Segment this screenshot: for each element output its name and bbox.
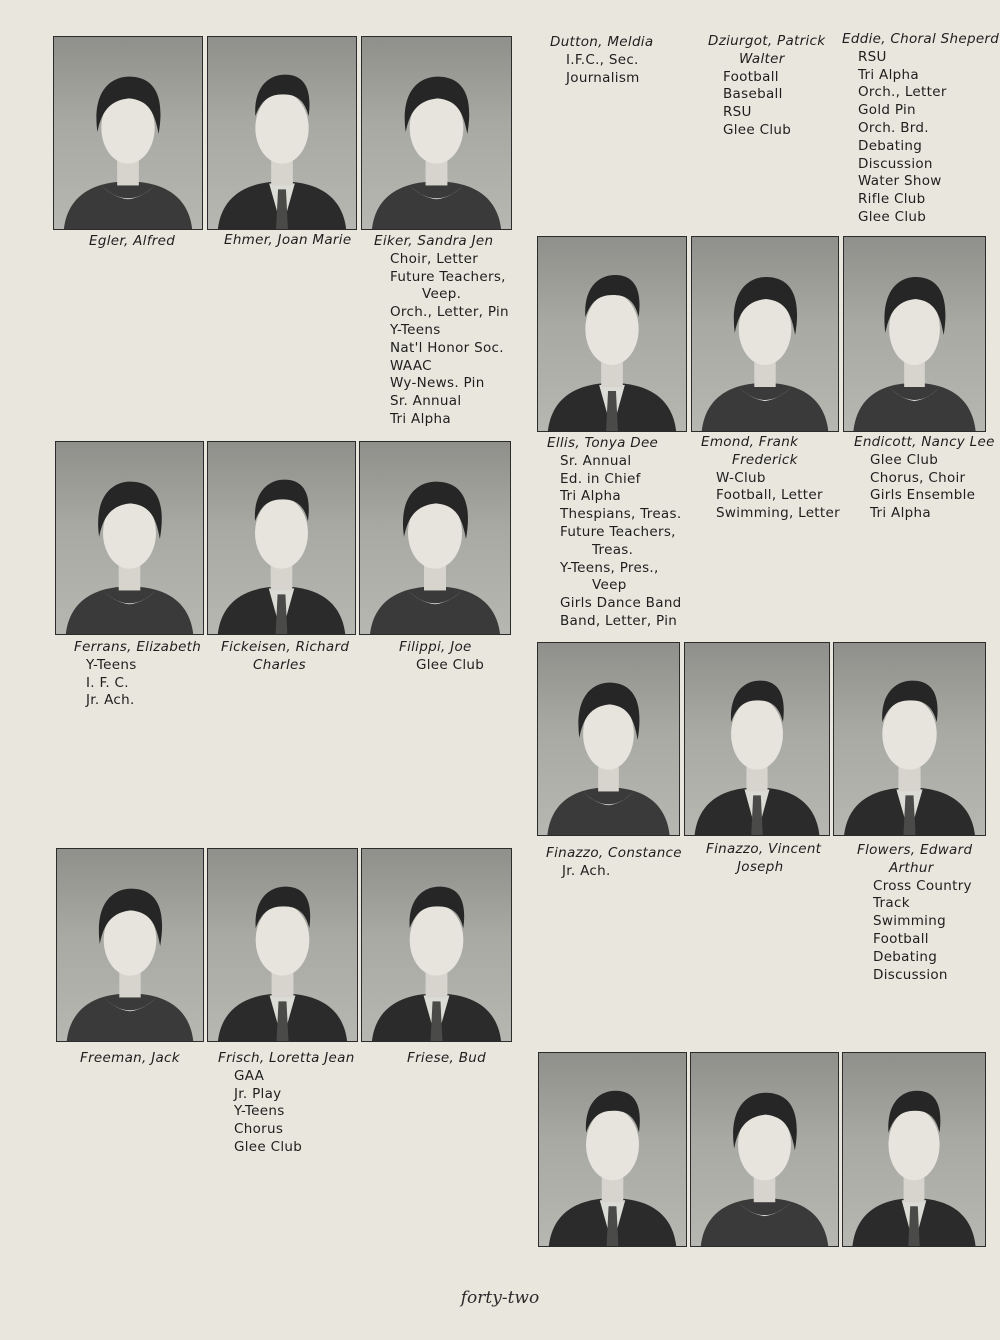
- activity-item: Football: [723, 68, 779, 85]
- portrait-photo: [684, 642, 830, 836]
- student-portrait-icon: [685, 643, 829, 835]
- activity-item: Debating: [873, 948, 938, 965]
- portrait-photo: [691, 236, 839, 432]
- student-entry: [407, 1050, 486, 1068]
- activity-item: Journalism: [566, 69, 640, 86]
- student-name: Egler, Alfred: [89, 233, 176, 249]
- student-name: Filippi, Joe: [399, 639, 472, 655]
- activity-item: Future Teachers,: [390, 268, 506, 285]
- activity-item: Glee Club: [870, 451, 939, 468]
- student-portrait-icon: [360, 442, 510, 634]
- activity-item: Jr. Ach.: [562, 862, 611, 879]
- activity-item: Swimming: [873, 913, 946, 930]
- student-name-continued: Frederick: [732, 451, 798, 468]
- portrait-photo: [207, 848, 358, 1042]
- student-entry: [708, 33, 825, 140]
- portrait-photo: [842, 1052, 986, 1247]
- activity-item: RSU: [858, 48, 887, 65]
- activity-list: [566, 52, 653, 88]
- activity-item: Y-Teens: [86, 656, 137, 673]
- activity-item: Veep: [592, 577, 627, 594]
- student-name: Friese, Bud: [407, 1050, 486, 1066]
- student-name-continued: Joseph: [737, 858, 784, 875]
- portrait-photo: [361, 848, 512, 1042]
- activity-item: Water Show: [858, 173, 942, 190]
- portrait-photo: [537, 642, 680, 836]
- portrait-photo: [53, 36, 203, 230]
- student-portrait-icon: [56, 442, 203, 634]
- student-portrait-icon: [208, 37, 356, 229]
- activity-list: [873, 878, 972, 985]
- activity-item: Discussion: [873, 966, 948, 983]
- student-entry: [854, 434, 995, 523]
- portrait-photo: [538, 1052, 687, 1247]
- student-name: Ellis, Tonya Dee: [547, 435, 659, 451]
- student-name: Finazzo, Constance: [546, 845, 682, 861]
- activity-list: [390, 251, 509, 429]
- activity-list: [86, 657, 201, 710]
- activity-list: [723, 69, 825, 140]
- activity-item: Glee Club: [234, 1138, 303, 1155]
- student-name: Ferrans, Elizabeth: [74, 639, 202, 655]
- student-portrait-icon: [362, 37, 511, 229]
- portrait-photo: [359, 441, 511, 635]
- student-entry: [89, 233, 175, 251]
- activity-item: Ed. in Chief: [560, 470, 641, 487]
- student-portrait-icon: [208, 442, 355, 634]
- student-portrait-icon: [692, 237, 838, 431]
- portrait-photo: [537, 236, 687, 432]
- activity-item: W-Club: [716, 469, 766, 486]
- activity-item: Y-Teens: [234, 1103, 285, 1120]
- student-name-continued: Walter: [739, 50, 785, 67]
- activity-item: Glee Club: [416, 656, 485, 673]
- student-name: Finazzo, Vincent: [706, 841, 822, 857]
- portrait-photo: [56, 848, 204, 1042]
- student-entry: [221, 639, 349, 675]
- activity-list: [716, 470, 840, 523]
- activity-list: [858, 49, 999, 227]
- student-entry: [701, 434, 840, 523]
- activity-item: Swimming, Letter: [716, 505, 840, 522]
- student-entry: [547, 435, 682, 631]
- activity-item: WAAC: [390, 357, 432, 374]
- activity-item: Discussion: [858, 155, 933, 172]
- student-portrait-icon: [362, 849, 511, 1041]
- activity-item: Girls Ensemble: [870, 487, 976, 504]
- student-portrait-icon: [208, 849, 357, 1041]
- activity-item: Chorus: [234, 1121, 284, 1138]
- activity-list: [562, 863, 682, 881]
- student-entry: [374, 233, 509, 429]
- student-entry: [842, 31, 999, 227]
- activity-item: Nat'l Honor Soc.: [390, 339, 504, 356]
- activity-item: Sr. Annual: [390, 393, 462, 410]
- activity-item: Jr. Play: [234, 1085, 282, 1102]
- activity-item: GAA: [234, 1067, 265, 1084]
- student-entry: [224, 232, 351, 250]
- activity-item: Jr. Ach.: [86, 692, 135, 709]
- student-name: Fickeisen, Richard: [221, 639, 350, 655]
- activity-item: Tri Alpha: [390, 410, 451, 427]
- student-name: Emond, Frank: [701, 434, 799, 450]
- activity-item: Track: [873, 895, 910, 912]
- activity-item: Thespians, Treas.: [560, 506, 682, 523]
- student-entry: [218, 1050, 355, 1157]
- student-name: Ehmer, Joan Marie: [224, 232, 352, 248]
- student-portrait-icon: [538, 643, 679, 835]
- activity-item: Football, Letter: [716, 487, 823, 504]
- activity-item: Orch., Letter, Pin: [390, 304, 509, 321]
- activity-item: Cross Country: [873, 877, 972, 894]
- student-name: Dziurgot, Patrick: [708, 33, 826, 49]
- activity-item: Orch. Brd.: [858, 119, 929, 136]
- student-entry: [706, 841, 821, 877]
- student-entry: [74, 639, 201, 710]
- activity-item: Football: [873, 930, 929, 947]
- activity-item: Tri Alpha: [560, 488, 621, 505]
- student-name: Endicott, Nancy Lee: [854, 434, 995, 450]
- student-entry: [546, 845, 682, 881]
- activity-item: Rifle Club: [858, 191, 926, 208]
- student-name: Frisch, Loretta Jean: [218, 1050, 355, 1066]
- student-portrait-icon: [843, 1053, 985, 1246]
- activity-item: Baseball: [723, 86, 783, 103]
- student-portrait-icon: [54, 37, 202, 229]
- student-portrait-icon: [57, 849, 203, 1041]
- activity-item: Chorus, Choir: [870, 469, 966, 486]
- portrait-photo: [833, 642, 986, 836]
- student-entry: [857, 842, 972, 984]
- student-name: Flowers, Edward: [857, 842, 973, 858]
- portrait-photo: [361, 36, 512, 230]
- student-name-continued: Arthur: [889, 859, 934, 876]
- activity-item: Gold Pin: [858, 102, 916, 119]
- activity-item: I.F.C., Sec.: [566, 51, 639, 68]
- student-entry: [550, 34, 653, 87]
- student-portrait-icon: [538, 237, 686, 431]
- activity-item: Treas.: [592, 541, 634, 558]
- activity-item: Future Teachers,: [560, 523, 676, 540]
- activity-item: Debating: [858, 137, 923, 154]
- portrait-photo: [207, 441, 356, 635]
- student-entry: [80, 1050, 180, 1068]
- activity-item: Band, Letter, Pin: [560, 612, 678, 629]
- portrait-photo: [207, 36, 357, 230]
- activity-item: Orch., Letter: [858, 84, 947, 101]
- activity-list: [560, 453, 682, 631]
- activity-list: [870, 452, 995, 523]
- activity-item: Glee Club: [858, 208, 927, 225]
- activity-item: Sr. Annual: [560, 452, 632, 469]
- student-name: Dutton, Meldia: [550, 34, 654, 50]
- student-name: Eddie, Choral Sheperd: [842, 31, 1000, 47]
- activity-item: RSU: [723, 104, 752, 121]
- portrait-photo: [690, 1052, 839, 1247]
- activity-list: [416, 657, 484, 675]
- activity-item: Tri Alpha: [858, 66, 919, 83]
- activity-item: Y-Teens, Pres.,: [560, 559, 659, 576]
- activity-list: [234, 1068, 355, 1157]
- activity-item: Girls Dance Band: [560, 595, 682, 612]
- activity-item: Wy-News. Pin: [390, 375, 485, 392]
- student-portrait-icon: [834, 643, 985, 835]
- activity-item: Glee Club: [723, 121, 792, 138]
- portrait-photo: [843, 236, 986, 432]
- page-number: forty-two: [460, 1288, 540, 1308]
- portrait-photo: [55, 441, 204, 635]
- activity-item: Veep.: [422, 286, 462, 303]
- student-portrait-icon: [539, 1053, 686, 1246]
- student-name: Eiker, Sandra Jen: [374, 233, 494, 249]
- activity-item: Y-Teens: [390, 321, 441, 338]
- student-name-continued: Charles: [253, 656, 306, 673]
- activity-item: Choir, Letter: [390, 250, 479, 267]
- activity-item: Tri Alpha: [870, 505, 931, 522]
- student-portrait-icon: [844, 237, 985, 431]
- student-portrait-icon: [691, 1053, 838, 1246]
- student-entry: [399, 639, 484, 675]
- student-name: Freeman, Jack: [80, 1050, 180, 1066]
- activity-item: I. F. C.: [86, 674, 129, 691]
